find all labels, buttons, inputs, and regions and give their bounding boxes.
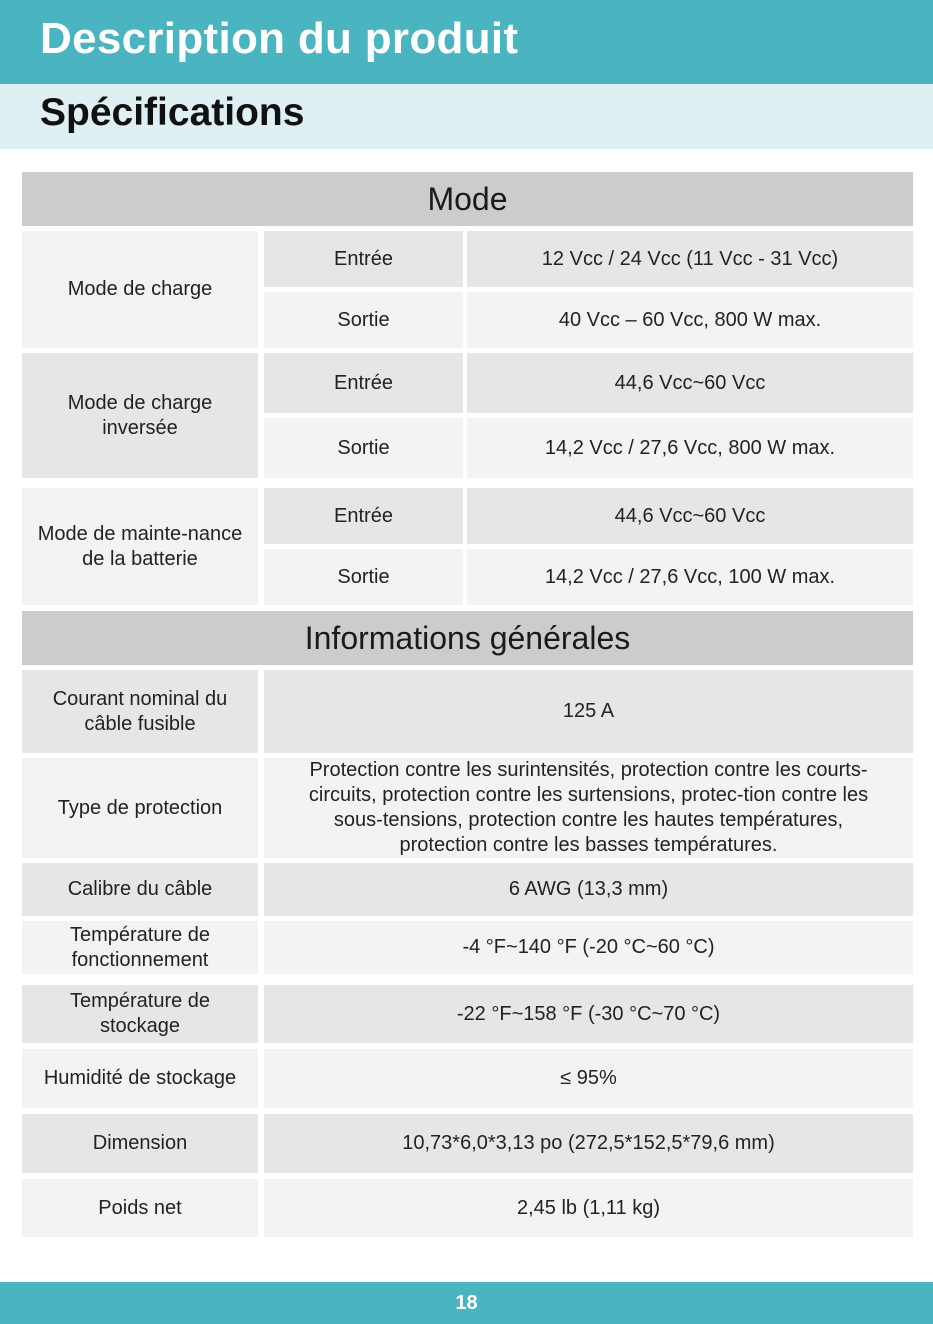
general-value: ≤ 95% <box>264 1049 913 1108</box>
page-number: 18 <box>455 1291 478 1314</box>
general-label: Température de stockage <box>22 985 258 1043</box>
mode-param: Sortie <box>264 418 463 478</box>
general-label: Type de protection <box>22 758 258 858</box>
general-value: 125 A <box>264 670 913 753</box>
general-label: Dimension <box>22 1114 258 1173</box>
mode-value: 44,6 Vcc~60 Vcc <box>467 353 913 413</box>
general-value: -4 °F~140 °F (-20 °C~60 °C) <box>264 921 913 974</box>
general-label: Courant nominal du câble fusible <box>22 670 258 753</box>
general-label: Température de fonctionnement <box>22 921 258 974</box>
mode-param: Entrée <box>264 231 463 287</box>
general-value: 2,45 lb (1,11 kg) <box>264 1179 913 1237</box>
general-value: Protection contre les surintensités, protection contre les courts-circuits, protection contre les surtensions, protec-tion contre les sous-tensions, protection contre les hautes températures, protection contre les basses températures. <box>264 758 913 858</box>
mode-group-label: Mode de charge <box>22 231 258 348</box>
mode-value: 40 Vcc – 60 Vcc, 800 W max. <box>467 292 913 348</box>
general-label: Poids net <box>22 1179 258 1237</box>
footer-bar <box>0 1282 933 1324</box>
mode-heading: Mode <box>22 172 913 226</box>
section-title: Spécifications <box>40 91 305 134</box>
general-label: Humidité de stockage <box>22 1049 258 1108</box>
mode-group-label: Mode de mainte-nance de la batterie <box>22 488 258 605</box>
mode-param: Entrée <box>264 353 463 413</box>
general-value: 6 AWG (13,3 mm) <box>264 863 913 916</box>
mode-param: Entrée <box>264 488 463 544</box>
mode-param: Sortie <box>264 549 463 605</box>
general-label: Calibre du câble <box>22 863 258 916</box>
page-title: Description du produit <box>40 14 519 63</box>
mode-param: Sortie <box>264 292 463 348</box>
general-value: -22 °F~158 °F (-30 °C~70 °C) <box>264 985 913 1043</box>
mode-value: 12 Vcc / 24 Vcc (11 Vcc - 31 Vcc) <box>467 231 913 287</box>
mode-value: 44,6 Vcc~60 Vcc <box>467 488 913 544</box>
mode-group-label: Mode de charge inversée <box>22 353 258 478</box>
general-value: 10,73*6,0*3,13 po (272,5*152,5*79,6 mm) <box>264 1114 913 1173</box>
general-heading: Informations générales <box>22 611 913 665</box>
mode-value: 14,2 Vcc / 27,6 Vcc, 100 W max. <box>467 549 913 605</box>
mode-value: 14,2 Vcc / 27,6 Vcc, 800 W max. <box>467 418 913 478</box>
